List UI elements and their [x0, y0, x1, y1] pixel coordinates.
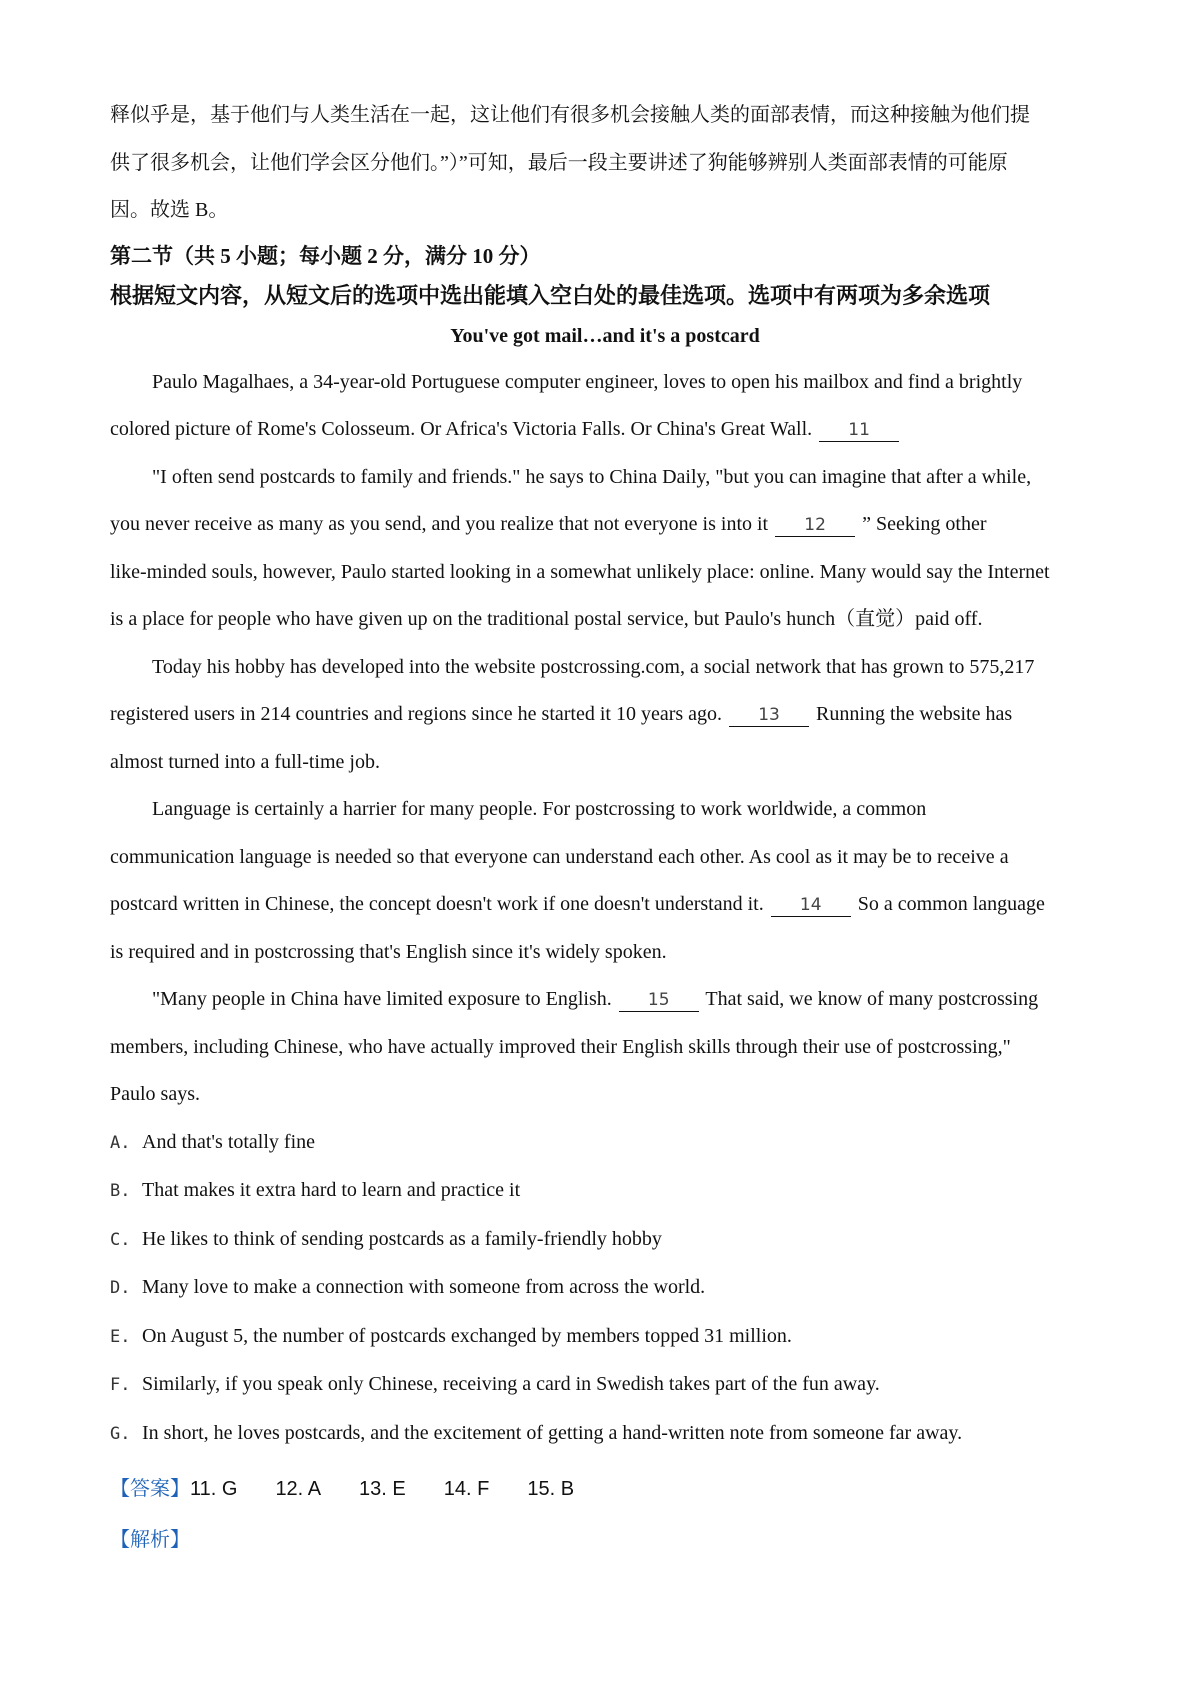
- p3-line-1: Today his hobby has developed into the website postcrossing.com, a social network that has grown to 575,217: [152, 655, 1035, 678]
- section-heading: 第二节（共 5 小题；每小题 2 分，满分 10 分）: [110, 243, 541, 268]
- p5-line-3: Paulo says.: [110, 1083, 200, 1105]
- blank-12[interactable]: 12: [775, 514, 855, 537]
- option-text: Similarly, if you speak only Chinese, receiving a card in Swedish takes part of the fun away.: [142, 1373, 880, 1395]
- p3-line-2a-text: registered users in 214 countries and regions since he started it 10 years ago.: [110, 703, 723, 725]
- p4-line-3a-text: postcard written in Chinese, the concept doesn't work if one doesn't understand it.: [110, 893, 764, 915]
- blank-14[interactable]: 14: [771, 894, 851, 917]
- intro-line-2: 供了很多机会，让他们学会区分他们。”）”可知，最后一段主要讲述了狗能够辨别人类面部表情的可能原: [110, 151, 1008, 174]
- option-text: Many love to make a connection with someone from across the world.: [142, 1276, 706, 1298]
- p5-line-1b-text: That said, we know of many postcrossing: [705, 988, 1039, 1010]
- passage-title: You've got mail…and it's a postcard: [450, 324, 760, 347]
- p2-line-4: is a place for people who have given up on the traditional postal service, but Paulo's hunch（直觉）paid off.: [110, 608, 983, 630]
- p4-line-3b-text: So a common language: [857, 893, 1045, 915]
- p2-line-2a-text: you never receive as many as you send, and you realize that not everyone is into it: [110, 513, 769, 535]
- blank-13[interactable]: 13: [729, 704, 809, 727]
- option-text: In short, he loves postcards, and the excitement of getting a hand-written note from someone far away.: [142, 1421, 963, 1444]
- p3-line-3: almost turned into a full-time job.: [110, 750, 380, 773]
- p4-line-2: communication language is needed so that everyone can understand each other. As cool as it may be to receive a: [110, 845, 1009, 868]
- p4-line-1: Language is certainly a harrier for many people. For postcrossing to work worldwide, a common: [152, 798, 927, 820]
- option-letter: B.: [110, 1181, 131, 1201]
- option-text: And that's totally fine: [142, 1130, 316, 1153]
- analysis-label: 【解析】: [110, 1527, 190, 1551]
- p2-line-1: "I often send postcards to family and friends." he says to China Daily, "but you can imagine that after a while,: [152, 465, 1032, 488]
- p2-line-2b-text: ” Seeking other: [862, 513, 987, 535]
- answer-item: 11. G: [190, 1478, 238, 1500]
- option-text: On August 5, the number of postcards exchanged by members topped 31 million.: [142, 1324, 792, 1347]
- answer-row: [110, 1466, 1100, 1511]
- p4-line-4: is required and in postcrossing that's English since it's widely spoken.: [110, 940, 667, 963]
- option-letter: A.: [110, 1132, 131, 1153]
- analysis-row: [110, 1517, 1100, 1562]
- blank-15[interactable]: 15: [619, 989, 699, 1012]
- answer-item: 15. B: [527, 1478, 575, 1500]
- p3-line-2b-text: Running the website has: [816, 703, 1013, 725]
- answer-label: 【答案】: [110, 1476, 190, 1500]
- p4-line-3: [110, 881, 1100, 929]
- document-page: [110, 92, 1100, 1562]
- option-letter: D.: [110, 1278, 131, 1298]
- p1-line-2: [110, 406, 1100, 454]
- answer-item: 14. F: [443, 1478, 490, 1500]
- options-list: [110, 1119, 1100, 1459]
- answer-item: 13. E: [359, 1478, 406, 1500]
- option-d[interactable]: [110, 1264, 1100, 1313]
- p1-line-1: Paulo Magalhaes, a 34-year-old Portuguese computer engineer, loves to open his mailbox and find a brightly: [152, 370, 1023, 393]
- p1-line-2-text: colored picture of Rome's Colosseum. Or Africa's Victoria Falls. Or China's Great Wall.: [110, 418, 813, 440]
- option-c[interactable]: [110, 1216, 1100, 1265]
- option-b[interactable]: [110, 1167, 1100, 1216]
- option-text: That makes it extra hard to learn and practice it: [142, 1179, 521, 1201]
- option-letter: F.: [110, 1375, 131, 1395]
- answer-item: 12. A: [275, 1478, 322, 1500]
- intro-line-3: 因。故选 B。: [110, 199, 229, 221]
- option-g[interactable]: [110, 1410, 1100, 1459]
- p5-line-1: [110, 976, 1100, 1024]
- option-letter: G.: [110, 1423, 131, 1444]
- section-instruction: 根据短文内容，从短文后的选项中选出能填入空白处的最佳选项。选项中有两项为多余选项: [110, 282, 991, 308]
- p5-line-1a-text: "Many people in China have limited exposure to English.: [152, 988, 612, 1010]
- option-letter: E.: [110, 1326, 131, 1347]
- option-a[interactable]: [110, 1119, 1100, 1168]
- option-f[interactable]: [110, 1361, 1100, 1410]
- p2-line-3: like-minded souls, however, Paulo started looking in a somewhat unlikely place: online. Many would say the Internet: [110, 560, 1050, 583]
- option-e[interactable]: [110, 1313, 1100, 1362]
- intro-line-1: 释似乎是，基于他们与人类生活在一起，这让他们有很多机会接触人类的面部表情，而这种接触为他们提: [110, 104, 1030, 126]
- p2-line-2: [110, 501, 1100, 549]
- p5-line-2: members, including Chinese, who have actually improved their English skills through their use of postcrossing,": [110, 1035, 1011, 1058]
- option-letter: C.: [110, 1229, 131, 1250]
- blank-11[interactable]: 11: [819, 419, 899, 442]
- option-text: He likes to think of sending postcards as a family-friendly hobby: [142, 1227, 662, 1250]
- p3-line-2: [110, 691, 1100, 739]
